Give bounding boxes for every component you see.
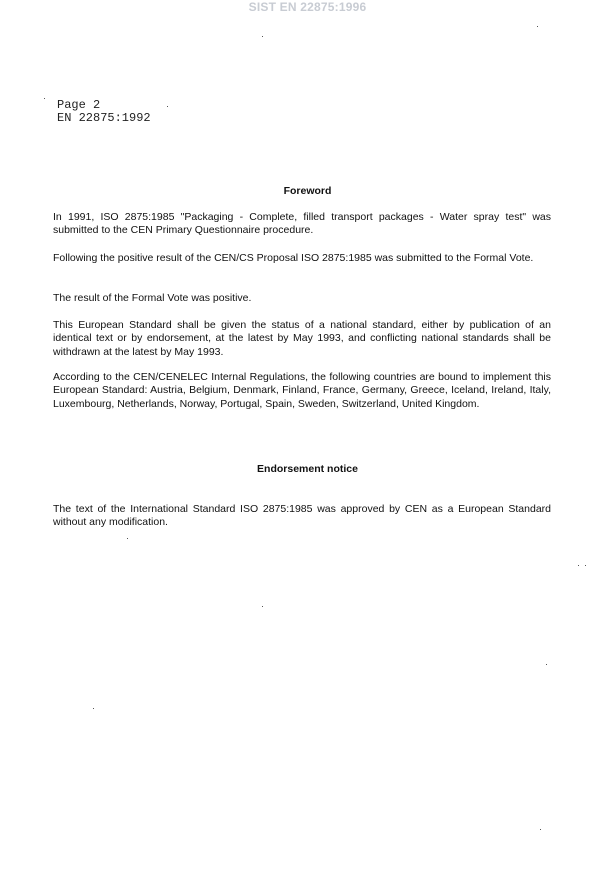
document-number: EN 22875:1992 xyxy=(57,111,151,125)
scan-speck xyxy=(262,36,263,37)
scan-speck xyxy=(540,829,541,830)
page-header xyxy=(57,99,151,125)
endorsement-paragraph: The text of the International Standard ISO 2875:1985 was approved by CEN as a European Standard without any modification. xyxy=(53,503,551,529)
foreword-paragraph-4: This European Standard shall be given the status of a national standard, either by publication of an identical text or by endorsement, at the latest by May 1993, and conflicting national standards shall be withdrawn at the latest by May 1993. xyxy=(53,319,551,358)
page-label: Page 2 xyxy=(57,98,101,112)
foreword-paragraph-2: Following the positive result of the CEN/CS Proposal ISO 2875:1985 was submitted to the Formal Vote. xyxy=(53,252,534,264)
scan-speck xyxy=(537,26,538,27)
scan-speck xyxy=(167,106,168,107)
scan-speck xyxy=(127,538,128,539)
foreword-paragraph-1: In 1991, ISO 2875:1985 "Packaging - Complete, filled transport packages - Water spray test" was submitted to the CEN Primary Questionnaire procedure. xyxy=(53,211,551,237)
foreword-heading: Foreword xyxy=(283,185,332,197)
scan-speck xyxy=(93,708,94,709)
foreword-paragraph-5: According to the CEN/CENELEC Internal Regulations, the following countries are bound to implement this European Standard: Austria, Belgium, Denmark, Finland, France, Germany, Greece, Iceland, Ireland, Italy, Luxembourg, Netherlands, Norway, Portugal, Spain, Sweden, Switzerland, United Kingdom. xyxy=(53,371,551,410)
scan-speck xyxy=(585,565,586,566)
scan-speck xyxy=(262,606,263,607)
endorsement-heading: Endorsement notice xyxy=(257,463,358,475)
foreword-paragraph-3: The result of the Formal Vote was positive. xyxy=(53,292,252,304)
scan-speck xyxy=(546,664,547,665)
scan-speck xyxy=(44,98,45,99)
scan-speck xyxy=(578,565,579,566)
watermark: SIST EN 22875:1996 xyxy=(248,0,367,14)
